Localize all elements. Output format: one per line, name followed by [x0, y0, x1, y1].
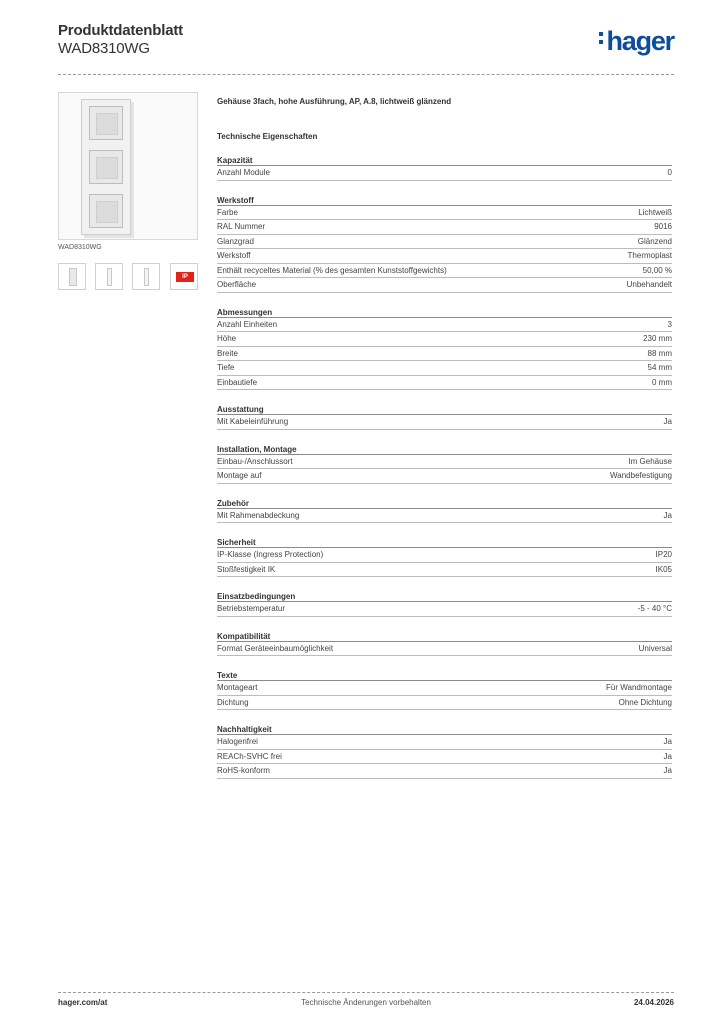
spec-value: 3 [667, 319, 672, 329]
spec-value: Universal [638, 643, 672, 653]
enclosure-drawing [81, 99, 131, 235]
spec-label: Werkstoff [217, 251, 251, 260]
spec-value: 0 [667, 168, 672, 177]
spec-row [217, 602, 672, 617]
ip-rating-icon[interactable] [170, 263, 198, 290]
spec-value: 54 mm [647, 363, 672, 372]
spec-group-title: Ausstattung [217, 404, 672, 415]
spec-label: Mit Kabeleinführung [217, 417, 289, 426]
ip-badge: IP [176, 272, 194, 282]
spec-value: Ja [663, 510, 672, 520]
spec-value: 88 mm [647, 348, 672, 358]
product-thumb-icon[interactable] [58, 263, 86, 290]
spec-label: RAL Nummer [217, 222, 266, 231]
spec-value: 50,00 % [642, 265, 672, 275]
spec-value: Im Gehäuse [628, 456, 672, 466]
spec-label: REACh-SVHC frei [217, 751, 282, 761]
enclosure-slot [89, 194, 123, 228]
spec-label: Glanzgrad [217, 236, 254, 246]
enclosure-slot [89, 106, 123, 140]
logo-text: hager [606, 26, 674, 56]
spec-value: Ja [663, 737, 672, 746]
spec-group-title: Texte [217, 670, 672, 681]
spec-label: Einbau-/Anschlussort [217, 456, 293, 466]
spec-label: Enthält recyceltes Material (% des gesamten Kunststoffgewichts) [217, 265, 447, 275]
document-title: Produktdatenblatt [58, 22, 183, 39]
spec-row [217, 750, 672, 765]
logo-colon-icon [599, 32, 604, 48]
spec-row [217, 642, 672, 657]
spec-label: Farbe [217, 207, 238, 217]
spec-value: Wandbefestigung [610, 471, 672, 480]
cover-mini-icon [144, 268, 149, 286]
spec-row [217, 548, 672, 563]
section-heading: Technische Eigenschaften [217, 132, 318, 141]
spec-value: Ja [663, 417, 672, 426]
page-header [58, 22, 674, 72]
page-footer [58, 998, 674, 1012]
enclosure-mini-icon [69, 268, 77, 286]
spec-content [217, 97, 672, 779]
spec-row [217, 235, 672, 250]
spec-label: Montageart [217, 683, 258, 692]
spec-group [217, 670, 672, 710]
product-image [58, 92, 198, 240]
spec-label: Einbautiefe [217, 377, 258, 387]
spec-value: Für Wandmontage [606, 683, 672, 692]
spec-row [217, 278, 672, 293]
spec-label: Montage auf [217, 471, 262, 480]
spec-row [217, 332, 672, 347]
product-number: WAD8310WG [58, 40, 150, 57]
spec-label: IP-Klasse (Ingress Protection) [217, 550, 324, 559]
header-divider [58, 74, 674, 75]
spec-group-title: Abmessungen [217, 307, 672, 318]
spec-row [217, 764, 672, 779]
footer-date: 24.04.2026 [633, 998, 674, 1007]
spec-row [217, 318, 672, 333]
spec-row [217, 206, 672, 221]
frame-thumb-icon[interactable] [95, 263, 123, 290]
spec-label: Halogenfrei [217, 737, 258, 746]
thumbnail-strip [58, 263, 198, 290]
hager-logo [599, 26, 674, 57]
spec-value: Ja [663, 751, 672, 761]
spec-row [217, 347, 672, 362]
spec-value: Unbehandelt [626, 280, 672, 289]
spec-value: Thermoplast [627, 251, 672, 260]
product-description: Gehäuse 3fach, hohe Ausführung, AP, A.8, lichtweiß glänzend [217, 97, 452, 106]
slim-thumb-icon[interactable] [132, 263, 160, 290]
spec-label: Oberfläche [217, 280, 257, 289]
spec-label: Höhe [217, 334, 237, 343]
footer-divider [58, 992, 674, 993]
spec-group [217, 155, 672, 181]
spec-label: Betriebstemperatur [217, 604, 286, 613]
spec-label: Dichtung [217, 697, 249, 707]
spec-group [217, 724, 672, 779]
spec-row [217, 735, 672, 750]
footer-website[interactable]: hager.com/at [58, 998, 108, 1007]
footer-disclaimer: Technische Änderungen vorbehalten [301, 998, 431, 1007]
spec-row [217, 469, 672, 484]
spec-label: Stoßfestigkeit IK [217, 564, 276, 574]
spec-value: 0 mm [652, 377, 672, 387]
spec-value: Lichtweiß [638, 207, 672, 217]
spec-group [217, 195, 672, 293]
spec-label: Mit Rahmenabdeckung [217, 510, 300, 520]
spec-group-title: Werkstoff [217, 195, 672, 206]
spec-group [217, 631, 672, 657]
spec-group [217, 307, 672, 391]
spec-row [217, 563, 672, 578]
spec-value: Ja [663, 766, 672, 775]
spec-group [217, 404, 672, 430]
spec-group-title: Kapazität [217, 155, 672, 166]
spec-row [217, 696, 672, 711]
spec-label: RoHS-konform [217, 766, 270, 775]
spec-group-title: Kompatibilität [217, 631, 672, 642]
spec-row [217, 264, 672, 279]
spec-row [217, 361, 672, 376]
spec-group-title: Nachhaltigkeit [217, 724, 672, 735]
spec-value: IP20 [655, 550, 672, 559]
frame-mini-icon [107, 268, 112, 286]
spec-value: 9016 [654, 222, 672, 231]
spec-row [217, 249, 672, 264]
spec-value: -5 - 40 °C [637, 604, 672, 613]
spec-group [217, 591, 672, 617]
spec-label: Anzahl Module [217, 168, 270, 177]
spec-group [217, 537, 672, 577]
spec-group-title: Einsatzbedingungen [217, 591, 672, 602]
enclosure-slot [89, 150, 123, 184]
spec-row [217, 509, 672, 524]
spec-row [217, 166, 672, 181]
spec-row [217, 376, 672, 391]
spec-label: Format Geräteeinbaumöglichkeit [217, 643, 334, 653]
spec-group [217, 444, 672, 484]
spec-row [217, 455, 672, 470]
spec-row [217, 220, 672, 235]
spec-value: Glänzend [637, 236, 672, 246]
spec-row [217, 681, 672, 696]
image-caption: WAD8310WG [58, 244, 102, 251]
spec-groups [217, 155, 672, 779]
spec-group-title: Zubehör [217, 498, 672, 509]
spec-row [217, 415, 672, 430]
spec-group-title: Installation, Montage [217, 444, 672, 455]
spec-group-title: Sicherheit [217, 537, 672, 548]
spec-value: Ohne Dichtung [618, 697, 672, 707]
spec-label: Breite [217, 348, 238, 358]
spec-label: Tiefe [217, 363, 235, 372]
spec-value: IK05 [655, 564, 672, 574]
spec-value: 230 mm [643, 334, 672, 343]
spec-label: Anzahl Einheiten [217, 319, 278, 329]
spec-group [217, 498, 672, 524]
